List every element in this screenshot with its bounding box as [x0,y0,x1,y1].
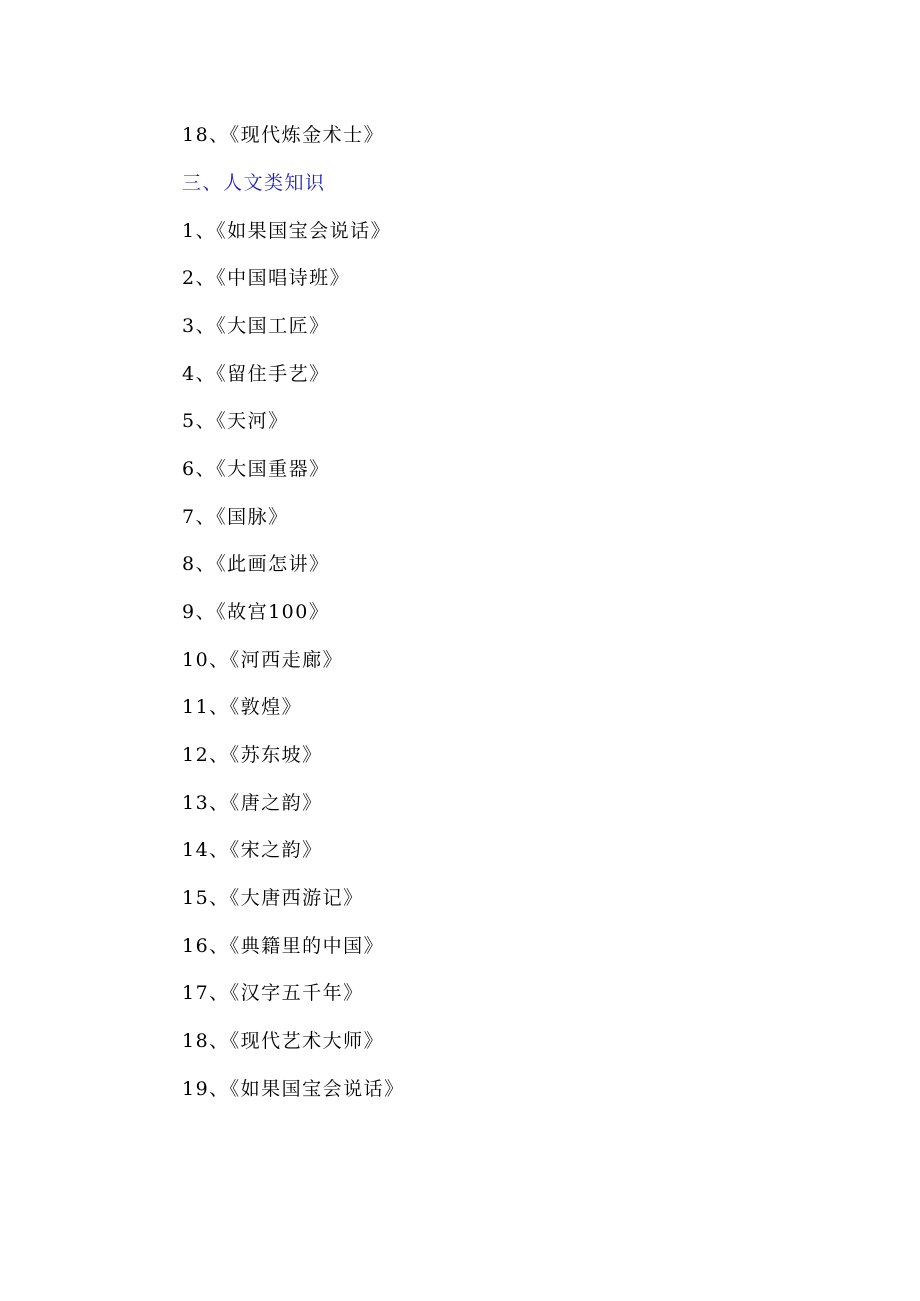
list-item: 10、《河西走廊》 [182,649,344,671]
list-item: 8、《此画怎讲》 [182,553,330,575]
list-item: 12、《苏东坡》 [182,744,323,766]
list-item: 17、《汉字五千年》 [182,982,364,1004]
list-item: 1、《如果国宝会说话》 [182,220,392,242]
list-item: 3、《大国工匠》 [182,315,330,337]
list-item: 2、《中国唱诗班》 [182,267,351,289]
list-item: 7、《国脉》 [182,506,289,528]
list-item: 14、《宋之韵》 [182,839,323,861]
list-item: 6、《大国重器》 [182,458,330,480]
list-item: 19、《如果国宝会说话》 [182,1078,405,1100]
section-heading: 三、人文类知识 [182,172,326,194]
list-item: 4、《留住手艺》 [182,363,330,385]
list-item: 9、《故宫100》 [182,601,330,623]
list-item: 5、《天河》 [182,410,289,432]
list-item: 15、《大唐西游记》 [182,887,364,909]
list-item: 16、《典籍里的中国》 [182,935,385,957]
list-item: 11、《敦煌》 [182,696,303,718]
list-item: 13、《唐之韵》 [182,792,323,814]
list-item: 18、《现代艺术大师》 [182,1030,385,1052]
list-item-prev-18: 18、《现代炼金术士》 [182,124,385,146]
